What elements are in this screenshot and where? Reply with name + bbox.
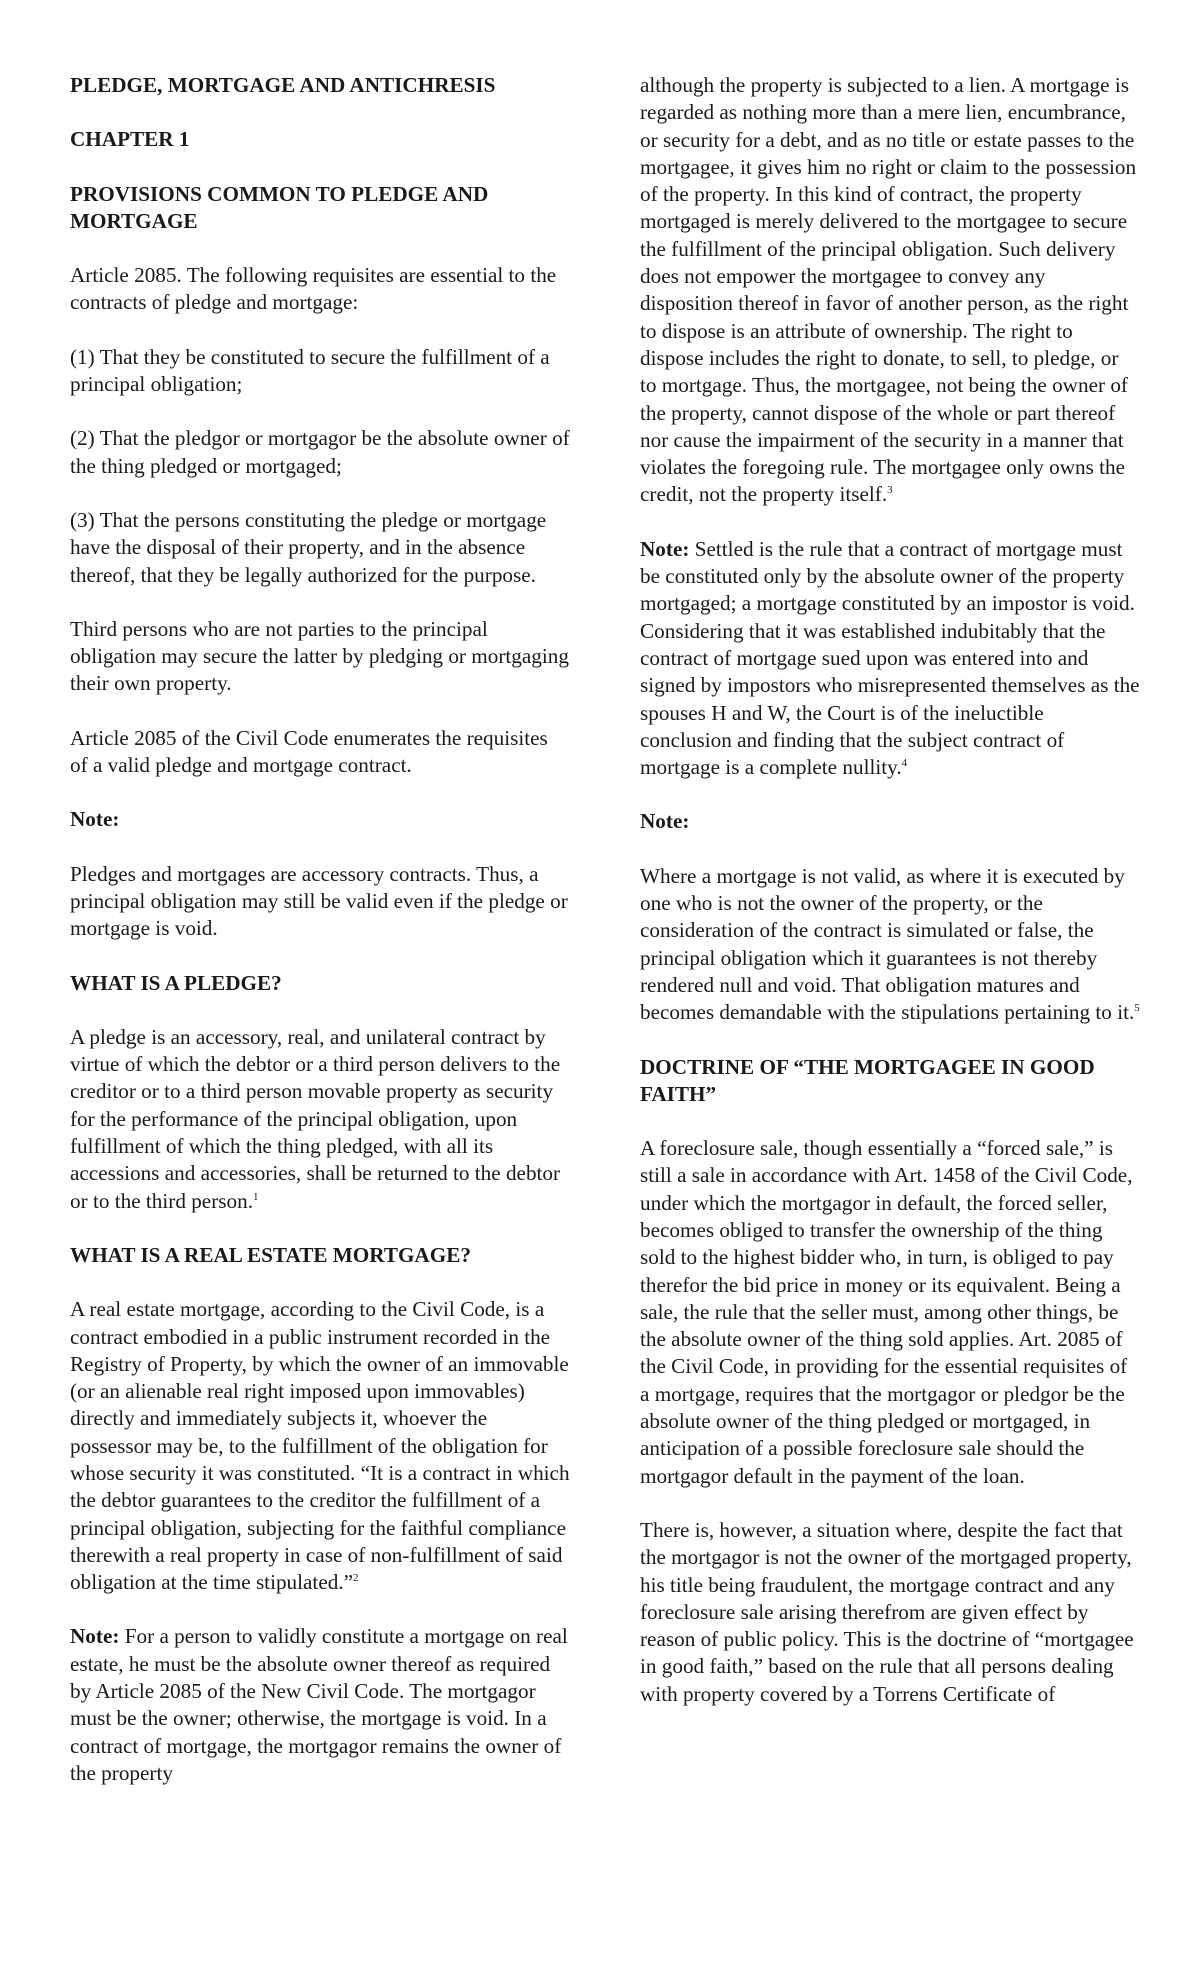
footnote-ref-4: 4: [901, 757, 908, 770]
note-absolute-owner-text: For a person to validly constitute a mortgage on real estate, he must be the absolute owner thereof as required by Article 2085 of the New Civil Code. The mortgagor must be the owner; otherwise, the mortgage is void. In a contract of mortgage, the mortgagor remains the owner of the property: [70, 1624, 568, 1785]
pledge-definition: [70, 1024, 570, 1215]
continued-text: although the property is subjected to a lien. A mortgage is regarded as nothing more than a mere lien, encumbrance, or security for a debt, and as no title or estate passes to the mortgagee, it gives him no right or claim to the possession of the property. In this kind of contract, the property mortgaged is merely delivered to the mortgagee to secure the fulfillment of the principal obligation. Such delivery does not empower the mortgagee to convey any disposition thereof in favor of another person, as the right to dispose is an attribute of ownership. The right to dispose includes the right to donate, to sell, to pledge, or to mortgage. Thus, the mortgagee, not being the owner of the property, cannot dispose of the whole or part thereof nor cause the impairment of the security in a manner that violates the foregoing rule. The mortgagee only owns the credit, not the property itself.: [640, 73, 1137, 507]
section-heading: PROVISIONS COMMON TO PLEDGE AND MORTGAGE: [70, 181, 489, 233]
note-invalid-mortgage-text: Where a mortgage is not valid, as where it is executed by one who is not the owner of the property, or the consideration of the contract is simulated or false, the principal obligation which it guarantees is not thereby rendered null and void. That obligation matures and becomes demandable with the stipulations pertaining to it.: [640, 863, 1135, 1025]
article-2085-intro: Article 2085. The following requisites are essential to the contracts of pledge and mortgage:: [70, 263, 557, 315]
document-title: PLEDGE, MORTGAGE AND ANTICHRESIS: [70, 73, 496, 97]
note-label: Note:: [70, 807, 120, 832]
note-label: Note:: [640, 809, 690, 834]
real-estate-mortgage-definition: [70, 1296, 570, 1596]
article-2085-enumerates: Article 2085 of the Civil Code enumerates the requisites of a valid pledge and mortgage contract.: [70, 725, 548, 778]
right-column: [640, 72, 1140, 1708]
third-persons-paragraph: Third persons who are not parties to the principal obligation may secure the latter by pledging or mortgaging their own property.: [70, 616, 569, 696]
chapter-heading: CHAPTER 1: [70, 127, 190, 152]
footnote-ref-3: 3: [887, 484, 893, 497]
footnote-ref-5: 5: [1134, 1002, 1140, 1015]
pledge-heading: WHAT IS A PLEDGE?: [70, 970, 282, 995]
requisite-2: (2) That the pledgor or mortgagor be the absolute owner of the thing pledged or mortgaged;: [70, 426, 570, 478]
note-accessory-contracts: Pledges and mortgages are accessory contracts. Thus, a principal obligation may still be valid even if the pledge or mortgage is void.: [70, 861, 568, 941]
note-invalid-mortgage: [640, 863, 1140, 1027]
note-label-inline: Note:: [70, 1624, 120, 1649]
real-estate-mortgage-heading: WHAT IS A REAL ESTATE MORTGAGE?: [70, 1242, 471, 1267]
continued-paragraph: [640, 72, 1140, 509]
left-column: [70, 72, 570, 1787]
mortgagee-good-faith-paragraph: There is, however, a situation where, despite the fact that the mortgagor is not the owner of the mortgaged property, his title being fraudulent, the mortgage contract and any foreclosure sale arising therefrom are given effect by reason of public policy. This is the doctrine of “mortgagee in good faith,” based on the rule that all persons dealing with property covered by a Torrens Certificate of: [640, 1517, 1134, 1706]
footnote-ref-2: 2: [353, 1572, 359, 1585]
note-impostor: [640, 536, 1140, 782]
footnote-ref-1: 1: [253, 1190, 259, 1203]
requisite-3: (3) That the persons constituting the pledge or mortgage have the disposal of their property, and in the absence thereof, that they be legally authorized for the purpose.: [70, 507, 547, 587]
rem-definition-text: A real estate mortgage, according to the Civil Code, is a contract embodied in a public instrument recorded in the Registry of Property, by which the owner of an immovable (or an alienable real right imposed upon immovables) directly and immediately subjects it, whoever the possessor may be, to the fulfillment of the obligation for whose security it was constituted. “It is a contract in which the debtor guarantees to the creditor the fulfillment of a principal obligation, subjecting for the faithful compliance therewith a real property in case of non-fulfillment of said obligation at the time stipulated.”: [70, 1297, 570, 1595]
note-absolute-owner: [70, 1623, 570, 1787]
requisite-1: (1) That they be constituted to secure the fulfillment of a principal obligation;: [70, 344, 550, 397]
doctrine-heading: DOCTRINE OF “THE MORTGAGEE IN GOOD FAITH”: [640, 1054, 1095, 1106]
pledge-definition-text: A pledge is an accessory, real, and unilateral contract by virtue of which the debtor or a third person delivers to the creditor or to a third person movable property as security for the performance of the principal obligation, upon fulfillment of which the thing pledged, with all its accessions and accessories, shall be returned to the debtor or to the third person.: [70, 1024, 561, 1213]
note-impostor-text: Settled is the rule that a contract of mortgage must be constituted only by the absolute owner of the property mortgaged; a mortgage constituted by an impostor is void. Considering that it was established indubitably that the contract of mortgage sued upon was entered into and signed by impostors who misrepresented themselves as the spouses H and W, the Court is of the ineluctible conclusion and finding that the subject contract of mortgage is a complete nullity.: [640, 536, 1140, 780]
note-label-inline: Note:: [640, 536, 690, 561]
foreclosure-paragraph: A foreclosure sale, though essentially a “forced sale,” is still a sale in accordance with Art. 1458 of the Civil Code, under which the mortgagor in default, the forced seller, becomes obliged to transfer the ownership of the thing sold to the highest bidder who, in turn, is obliged to pay therefor the bid price in money or its equivalent. Being a sale, the rule that the seller must, among other things, be the absolute owner of the thing sold applies. Art. 2085 of the Civil Code, in providing for the essential requisites of a mortgage, requires that the mortgagor or pledgor be the absolute owner of the thing pledged or mortgaged, in anticipation of a possible foreclosure sale should the mortgagor default in the payment of the loan.: [640, 1136, 1133, 1488]
